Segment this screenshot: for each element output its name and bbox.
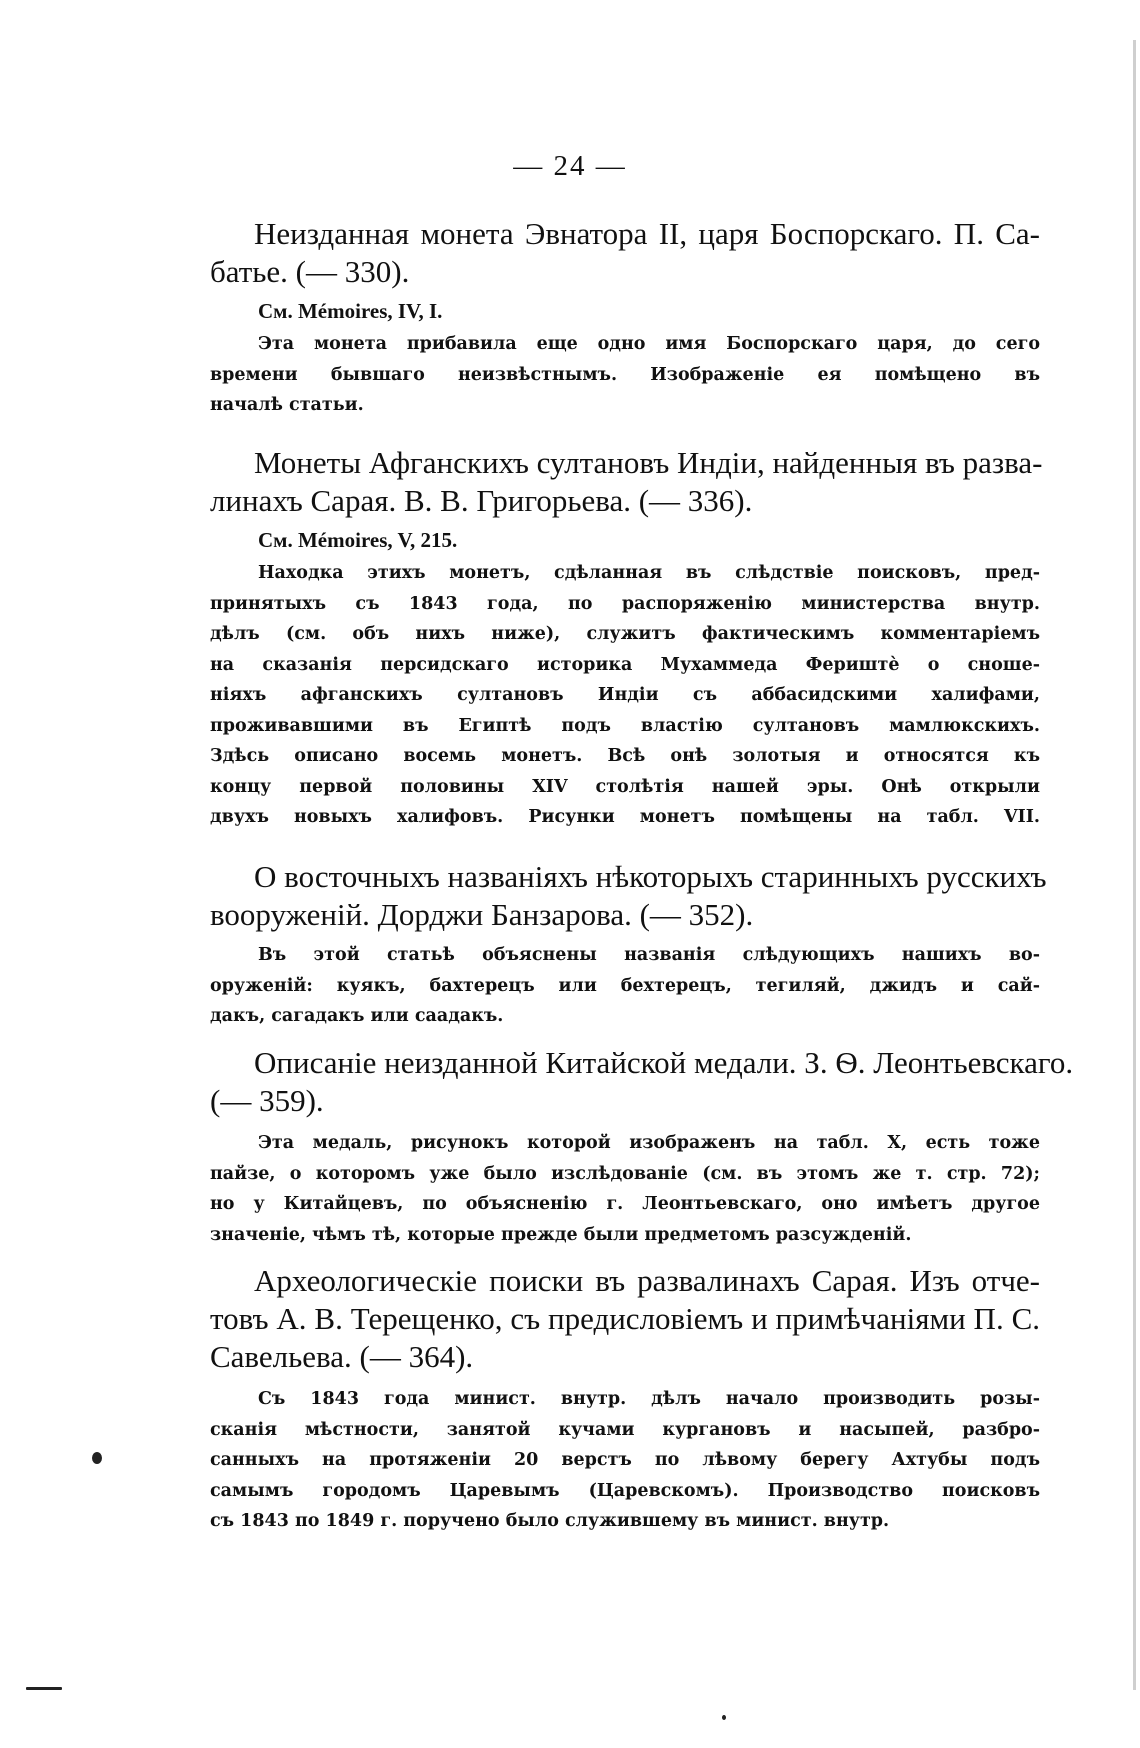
reference: См. Mémoires, IV, I. bbox=[258, 299, 443, 323]
note-line: но у Китайцевъ, по объясненію г. Леонтьевскаго, оно имѣетъ другое bbox=[210, 1194, 1040, 1214]
title-line: линахъ Сарая. В. В. Григорьева. (— 336). bbox=[210, 483, 753, 518]
title-line: Описаніе неизданной Китайской медали. З. Ѳ. Леонтьевскаго. bbox=[254, 1045, 1074, 1080]
entry-note bbox=[210, 940, 1040, 1032]
note-line: двухъ новыхъ халифовъ. Рисунки монетъ помѣщены на табл. VII. bbox=[210, 807, 1040, 827]
note-line: на сказанія персидскаго историка Мухаммеда Фериштѐ о сноше- bbox=[210, 654, 1040, 675]
note-line: Находка этихъ монетъ, сдѣланная въ слѣдствіе поисковъ, пред- bbox=[258, 563, 1040, 583]
note-line: Эта монета прибавила еще одно имя Боспорскаго царя, до сего bbox=[258, 334, 1040, 354]
scan-speck bbox=[722, 1715, 726, 1720]
scan-speck bbox=[26, 1687, 62, 1690]
entry-sarai-excavations bbox=[210, 1262, 1040, 1537]
note-line: сканія мѣстности, занятой кучами кургановъ и насыпей, разбро- bbox=[210, 1419, 1040, 1440]
title-line: товъ А. В. Терещенко, съ предисловіемъ и примѣчаніями П. С. bbox=[210, 1301, 1040, 1336]
entry-chinese-medal bbox=[210, 1044, 1074, 1250]
note-line: Здѣсь описано восемь монетъ. Всѣ онѣ золотыя и относятся къ bbox=[210, 746, 1040, 766]
title-line: Монеты Афганскихъ султановъ Индіи, найденныя въ разва- bbox=[254, 445, 1043, 480]
title-line: О восточныхъ названіяхъ нѣкоторыхъ старинныхъ русскихъ bbox=[254, 859, 1047, 894]
entry-title bbox=[210, 215, 1040, 291]
scan-speck bbox=[1133, 40, 1136, 1690]
title-line: Савельева. (— 364). bbox=[210, 1339, 474, 1374]
entry-title bbox=[210, 1044, 1074, 1120]
entry-sabatier-coin bbox=[210, 215, 1040, 421]
entry-title bbox=[210, 1262, 1040, 1376]
note-line: началѣ статьи. bbox=[210, 395, 364, 415]
note-line: значеніе, чѣмъ тѣ, которые прежде были предметомъ разсужденій. bbox=[210, 1224, 912, 1245]
note-line: принятыхъ съ 1843 года, по распоряженію министерства внутр. bbox=[210, 593, 1040, 614]
note-line: времени бывшаго неизвѣстнымъ. Изображеніе ея помѣщено въ bbox=[210, 364, 1040, 385]
scan-speck bbox=[92, 1452, 102, 1464]
entry-note bbox=[210, 558, 1040, 833]
page-number: — 24 — bbox=[513, 150, 627, 182]
entry-note bbox=[210, 1384, 1040, 1537]
note-line: Съ 1843 года минист. внутр. дѣлъ начало производить розы- bbox=[258, 1389, 1040, 1409]
note-line: самымъ городомъ Царевымъ (Царевскомъ). Производство поисковъ bbox=[210, 1480, 1040, 1501]
reference: См. Mémoires, V, 215. bbox=[258, 528, 458, 552]
note-line: Въ этой статьѣ объяснены названія слѣдующихъ нашихъ во- bbox=[258, 945, 1040, 965]
note-line: пайзе, о которомъ уже было изслѣдованіе (см. въ этомъ же т. стр. 72); bbox=[210, 1163, 1040, 1184]
note-line: санныхъ на протяженіи 20 верстъ по лѣвому берегу Ахтубы подъ bbox=[210, 1450, 1040, 1470]
entry-title bbox=[210, 444, 1043, 520]
note-line: Эта медаль, рисунокъ которой изображенъ на табл. X, есть тоже bbox=[258, 1133, 1040, 1153]
title-line: батье. (— 330). bbox=[210, 254, 410, 289]
entry-afghan-coins bbox=[210, 444, 1043, 833]
note-line: ніяхъ афганскихъ султановъ Индіи съ аббасидскими халифами, bbox=[210, 685, 1040, 705]
title-line: вооруженій. Дорджи Банзарова. (— 352). bbox=[210, 897, 754, 932]
entry-note bbox=[210, 1128, 1040, 1250]
entry-note bbox=[210, 329, 1040, 421]
title-line: Археологическіе поиски въ развалинахъ Сарая. Изъ отче- bbox=[254, 1263, 1040, 1298]
note-line: съ 1843 по 1849 г. поручено было служившему въ минист. внутр. bbox=[210, 1511, 890, 1531]
note-line: дакъ, сагадакъ или саадакъ. bbox=[210, 1006, 504, 1026]
note-line: оруженій: куякъ, бахтерецъ или бехтерецъ, тегиляй, джидъ и сай- bbox=[210, 975, 1040, 996]
title-line: Неизданная монета Эвнатора II, царя Боспорскаго. П. Са- bbox=[254, 216, 1040, 251]
note-line: концу первой половины XIV столѣтія нашей эры. Онѣ открыли bbox=[210, 776, 1040, 797]
note-line: дѣлъ (см. объ нихъ ниже), служитъ фактическимъ комментаріемъ bbox=[210, 624, 1040, 644]
title-line: (— 359). bbox=[210, 1083, 324, 1118]
entry-title bbox=[210, 858, 1047, 934]
entry-russian-weapons bbox=[210, 858, 1047, 1032]
note-line: проживавшими въ Египтѣ подъ властію султановъ мамлюкскихъ. bbox=[210, 715, 1040, 736]
